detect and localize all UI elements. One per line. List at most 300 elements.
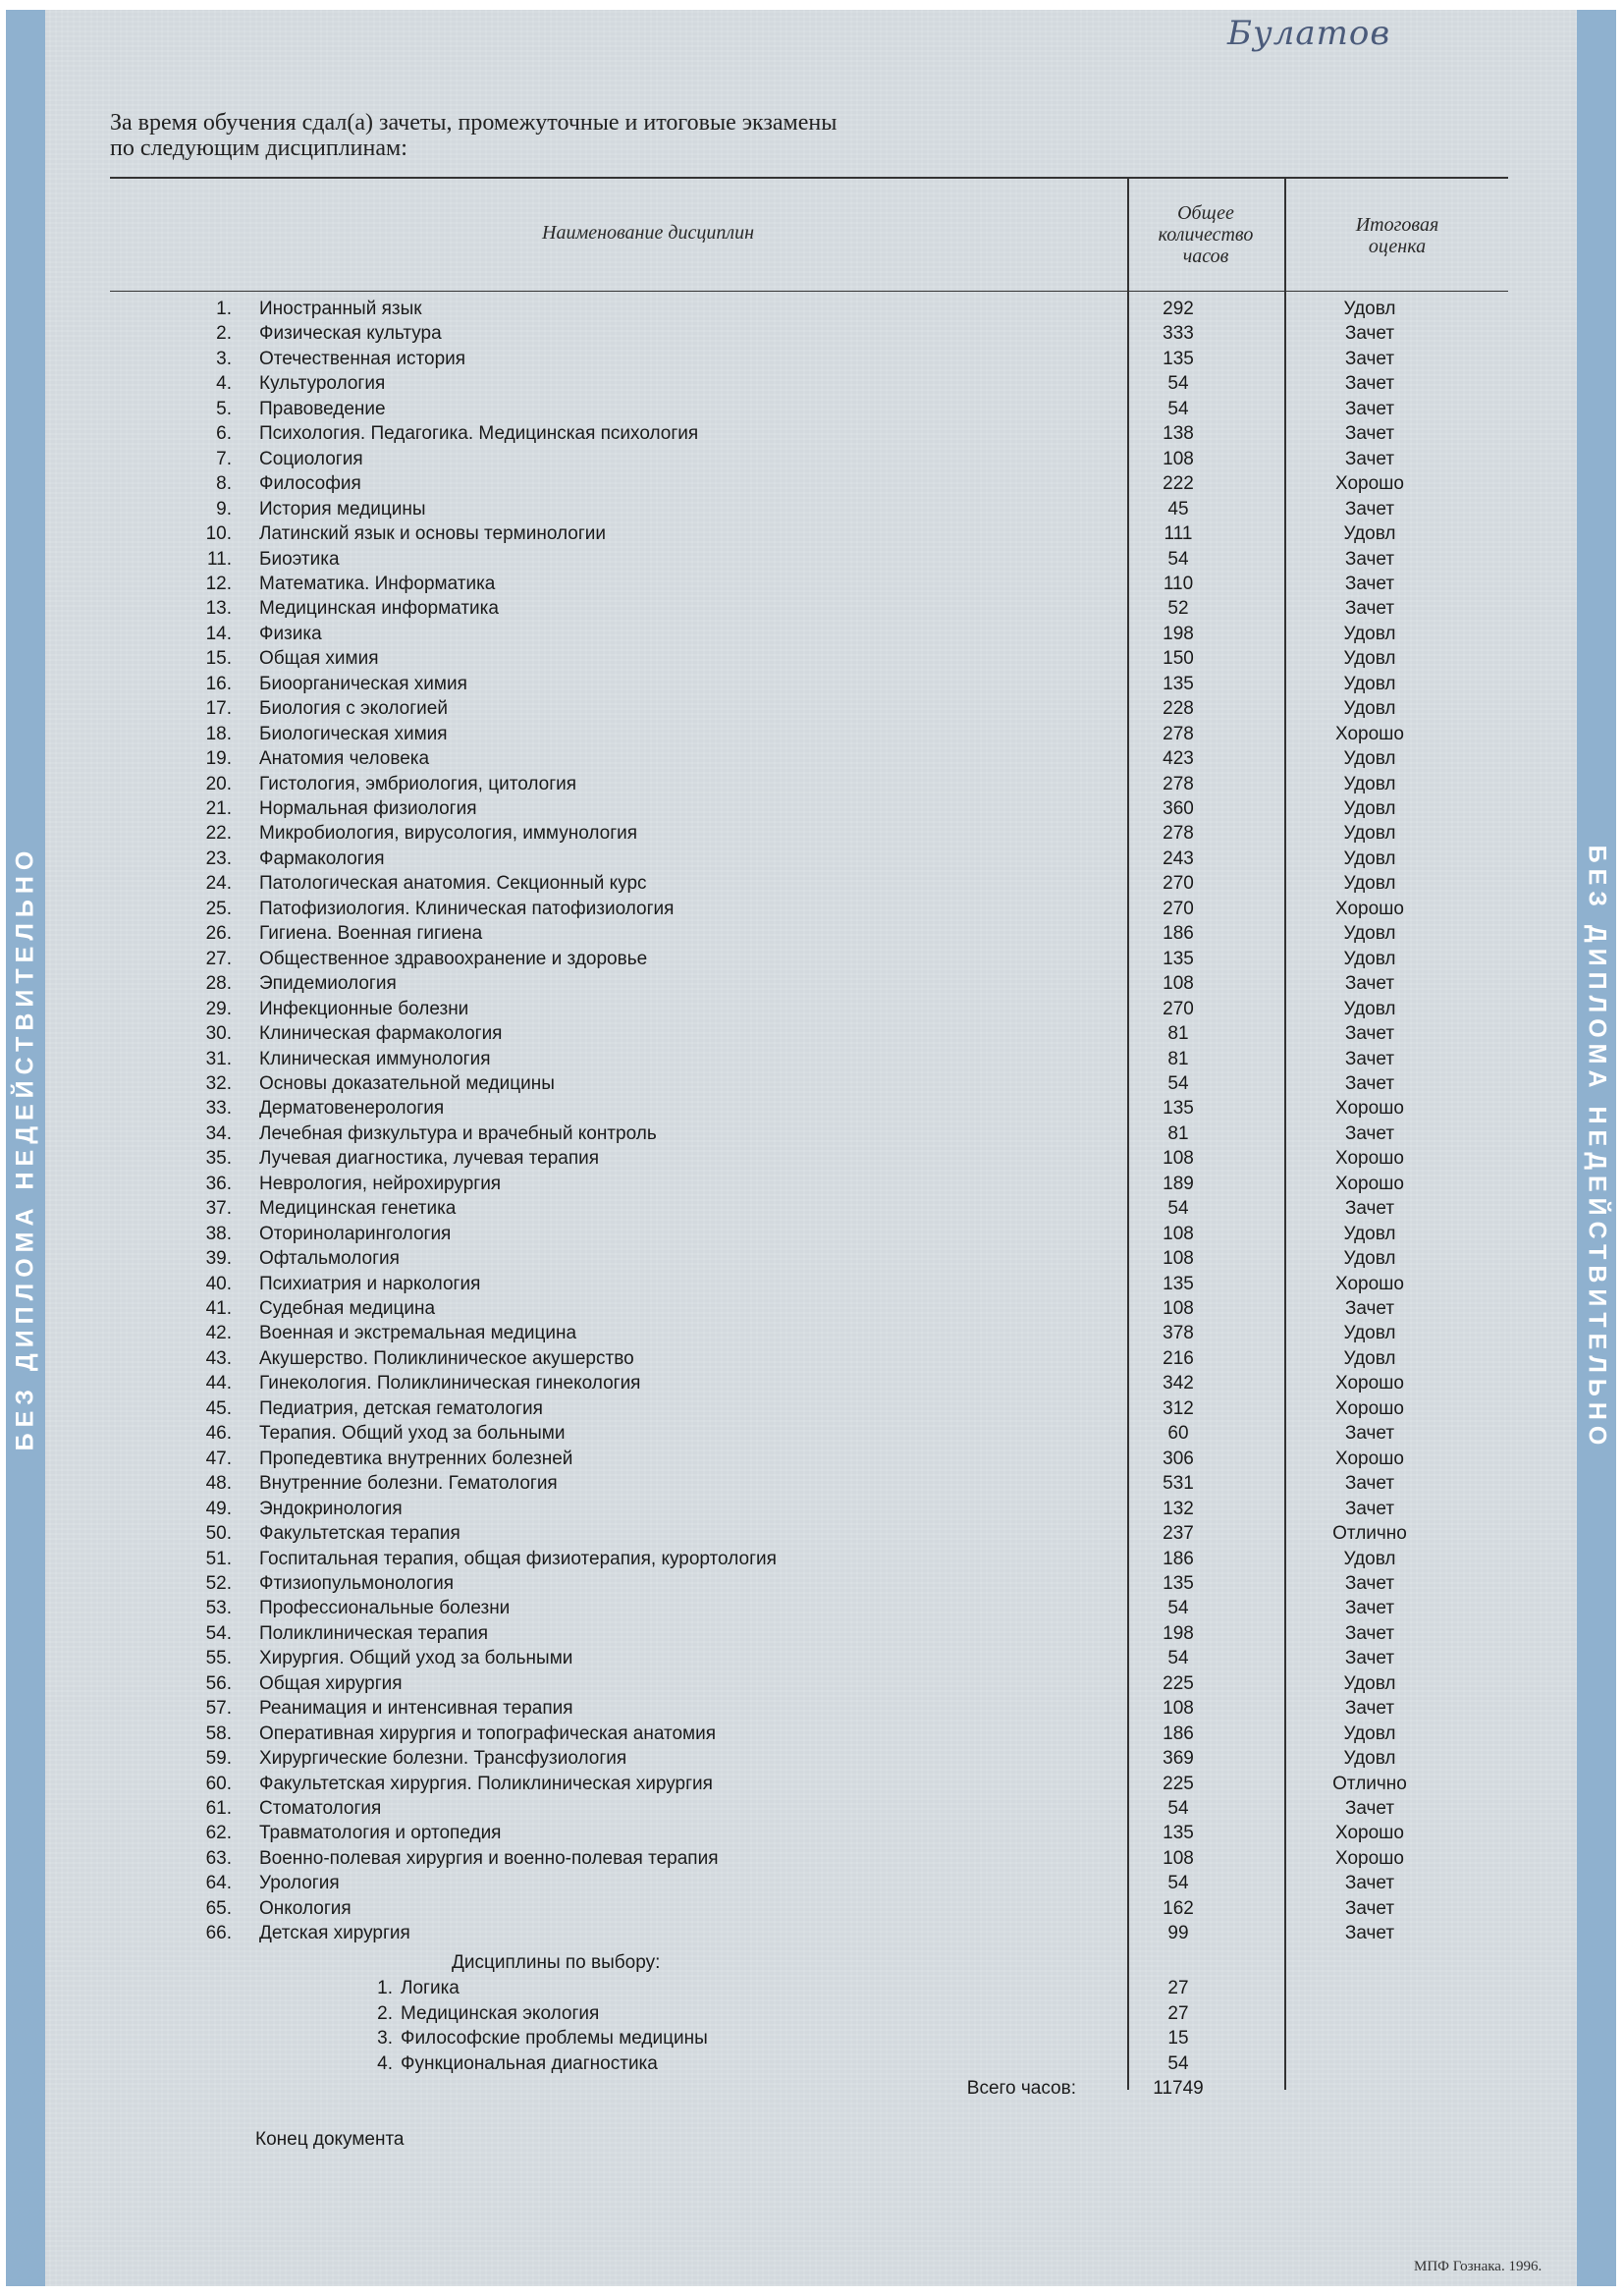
row-number: 19. — [205, 748, 232, 770]
discipline-name: Инфекционные болезни — [259, 998, 469, 1019]
row-number: 9. — [216, 498, 232, 519]
discipline-hours: 198 — [1163, 1622, 1194, 1644]
discipline-name: Иностранный язык — [259, 299, 422, 319]
row-number: 49. — [205, 1498, 232, 1519]
table-row — [0, 1921, 1624, 1946]
discipline-grade: Удовл — [1343, 523, 1396, 545]
row-number: 12. — [205, 573, 232, 594]
discipline-name: Отечественная история — [259, 348, 466, 369]
discipline-name: Судебная медицина — [259, 1298, 436, 1319]
discipline-hours: 135 — [1163, 1823, 1194, 1844]
discipline-name: Факультетская хирургия. Поликлиническая хирургия — [259, 1773, 713, 1794]
elective-hours: 15 — [1167, 2028, 1189, 2049]
discipline-grade: Отлично — [1332, 1523, 1407, 1545]
discipline-name: Акушерство. Поликлиническое акушерство — [259, 1347, 634, 1369]
discipline-grade: Удовл — [1343, 823, 1396, 845]
discipline-name: Правоведение — [259, 398, 386, 419]
discipline-name: Хирургические болезни. Трансфузиология — [259, 1748, 627, 1770]
column-header-grade — [1286, 214, 1508, 257]
row-number: 27. — [205, 948, 232, 969]
discipline-name: Пропедевтика внутренних болезней — [259, 1448, 573, 1469]
discipline-name: Профессиональные болезни — [259, 1598, 511, 1619]
discipline-grade: Зачет — [1344, 1648, 1395, 1669]
table-row — [0, 1246, 1624, 1272]
discipline-grade: Удовл — [1343, 1672, 1396, 1694]
discipline-name: Медицинская генетика — [259, 1198, 457, 1220]
elective-hours: 27 — [1167, 1978, 1189, 1998]
discipline-hours: 333 — [1163, 323, 1194, 345]
row-number: 47. — [205, 1448, 232, 1469]
discipline-grade: Хорошо — [1335, 898, 1404, 919]
discipline-grade: Зачет — [1344, 1023, 1395, 1045]
discipline-hours: 81 — [1167, 1048, 1189, 1069]
discipline-name: Клиническая фармакология — [259, 1023, 503, 1045]
discipline-name: Математика. Информатика — [259, 573, 496, 594]
discipline-hours: 186 — [1163, 1548, 1194, 1569]
row-number: 34. — [205, 1122, 232, 1144]
discipline-grade: Зачет — [1344, 1897, 1395, 1919]
discipline-name: Терапия. Общий уход за больными — [259, 1423, 566, 1445]
discipline-hours: 54 — [1167, 548, 1189, 570]
row-number: 22. — [205, 823, 232, 845]
discipline-hours: 198 — [1163, 623, 1194, 644]
row-number: 44. — [205, 1373, 232, 1394]
table-row — [0, 772, 1624, 797]
discipline-grade: Удовл — [1343, 923, 1396, 945]
row-number: 57. — [205, 1698, 232, 1720]
discipline-name: Госпитальная терапия, общая физиотерапия, курортология — [259, 1548, 777, 1569]
discipline-name: Внутренние болезни. Гематология — [259, 1473, 558, 1495]
discipline-grade: Удовл — [1343, 299, 1396, 319]
discipline-hours: 135 — [1163, 1098, 1194, 1120]
discipline-grade: Удовл — [1343, 773, 1396, 794]
discipline-hours: 186 — [1163, 1722, 1194, 1744]
row-number: 61. — [205, 1798, 232, 1819]
discipline-hours: 378 — [1163, 1323, 1194, 1344]
discipline-name: Гигиена. Военная гигиена — [259, 923, 483, 945]
elective-name: Философские проблемы медицины — [401, 2028, 708, 2049]
discipline-grade: Удовл — [1343, 1722, 1396, 1744]
discipline-grade: Хорошо — [1335, 1173, 1404, 1194]
discipline-name: Хирургия. Общий уход за больными — [259, 1648, 573, 1669]
row-number: 29. — [205, 998, 232, 1019]
discipline-name: Педиатрия, детская гематология — [259, 1397, 543, 1419]
table-row — [0, 871, 1624, 897]
end-of-document: Конец документа — [255, 2129, 405, 2150]
table-row — [0, 921, 1624, 947]
discipline-hours: 108 — [1163, 973, 1194, 995]
discipline-name: Философия — [259, 473, 361, 495]
table-row — [0, 471, 1624, 497]
discipline-hours: 186 — [1163, 923, 1194, 945]
row-number: 32. — [205, 1072, 232, 1094]
elective-row — [0, 2001, 1624, 2027]
discipline-grade: Зачет — [1344, 973, 1395, 995]
discipline-hours: 135 — [1163, 673, 1194, 694]
discipline-name: Лечебная физкультура и врачебный контроль — [259, 1122, 657, 1144]
discipline-name: Фтизиопульмонология — [259, 1572, 454, 1594]
table-row — [0, 1471, 1624, 1497]
total-hours-label: Всего часов: — [966, 2078, 1076, 2099]
discipline-name: Онкология — [259, 1897, 352, 1919]
elective-row — [0, 1976, 1624, 2001]
row-number: 33. — [205, 1098, 232, 1120]
row-number: 24. — [205, 873, 232, 895]
discipline-name: Основы доказательной медицины — [259, 1072, 555, 1094]
discipline-grade: Удовл — [1343, 873, 1396, 895]
discipline-name: Психология. Педагогика. Медицинская психология — [259, 423, 699, 445]
discipline-hours: 278 — [1163, 723, 1194, 744]
table-row — [0, 1746, 1624, 1772]
discipline-hours: 60 — [1167, 1423, 1189, 1445]
elective-name: Медицинская экология — [401, 2002, 600, 2024]
discipline-name: Детская хирургия — [259, 1923, 410, 1944]
discipline-grade: Удовл — [1343, 648, 1396, 670]
discipline-grade: Удовл — [1343, 623, 1396, 644]
row-number: 56. — [205, 1672, 232, 1694]
row-number: 14. — [205, 623, 232, 644]
column-header-hours-line-1: Общее — [1177, 202, 1234, 224]
table-row — [0, 572, 1624, 597]
table-row — [0, 796, 1624, 822]
discipline-hours: 237 — [1163, 1523, 1194, 1545]
table-row — [0, 1047, 1624, 1072]
discipline-hours: 45 — [1167, 498, 1189, 519]
table-row — [0, 1146, 1624, 1172]
discipline-grade: Удовл — [1343, 673, 1396, 694]
discipline-hours: 225 — [1163, 1672, 1194, 1694]
discipline-hours: 54 — [1167, 1873, 1189, 1894]
row-number: 26. — [205, 923, 232, 945]
discipline-name: Гистология, эмбриология, цитология — [259, 773, 577, 794]
elective-row — [0, 2026, 1624, 2051]
discipline-hours: 138 — [1163, 423, 1194, 445]
table-top-rule — [110, 177, 1508, 179]
right-band-text: БЕЗ ДИПЛОМА НЕДЕЙСТВИТЕЛЬНО — [1583, 845, 1611, 1451]
discipline-hours: 99 — [1167, 1923, 1189, 1944]
row-number: 48. — [205, 1473, 232, 1495]
discipline-name: Биоэтика — [259, 548, 340, 570]
row-number: 5. — [216, 398, 232, 419]
discipline-grade: Удовл — [1343, 1323, 1396, 1344]
row-number: 55. — [205, 1648, 232, 1669]
row-number: 16. — [205, 673, 232, 694]
row-number: 18. — [205, 723, 232, 744]
table-row — [0, 297, 1624, 322]
column-header-grade-line-1: Итоговая — [1355, 214, 1439, 236]
discipline-grade: Хорошо — [1335, 1847, 1404, 1869]
discipline-grade: Хорошо — [1335, 1448, 1404, 1469]
table-row — [0, 397, 1624, 422]
discipline-grade: Удовл — [1343, 847, 1396, 869]
discipline-grade: Отлично — [1332, 1773, 1407, 1794]
table-row — [0, 371, 1624, 397]
table-row — [0, 596, 1624, 622]
row-number: 11. — [206, 548, 232, 570]
discipline-name: Общественное здравоохранение и здоровье — [259, 948, 648, 969]
discipline-grade: Хорошо — [1335, 473, 1404, 495]
discipline-name: Биология с экологией — [259, 698, 448, 720]
discipline-grade: Удовл — [1343, 798, 1396, 819]
discipline-name: Социология — [259, 448, 363, 469]
row-number: 51. — [205, 1548, 232, 1569]
discipline-hours: 108 — [1163, 1298, 1194, 1319]
row-number: 30. — [205, 1023, 232, 1045]
discipline-grade: Зачет — [1344, 373, 1395, 395]
discipline-name: Патофизиология. Клиническая патофизиология — [259, 898, 675, 919]
discipline-hours: 270 — [1163, 873, 1194, 895]
table-row — [0, 1396, 1624, 1422]
discipline-hours: 225 — [1163, 1773, 1194, 1794]
row-number: 37. — [205, 1198, 232, 1220]
elective-number: 1. — [377, 1978, 393, 1998]
discipline-grade: Зачет — [1344, 1873, 1395, 1894]
discipline-grade: Зачет — [1344, 498, 1395, 519]
discipline-name: История медицины — [259, 498, 426, 519]
elective-number: 3. — [377, 2028, 393, 2049]
discipline-hours: 270 — [1163, 998, 1194, 1019]
table-row — [0, 1521, 1624, 1547]
table-row — [0, 547, 1624, 573]
row-number: 65. — [205, 1897, 232, 1919]
row-number: 1. — [216, 299, 232, 319]
discipline-hours: 54 — [1167, 1598, 1189, 1619]
table-row — [0, 947, 1624, 972]
discipline-hours: 54 — [1167, 1198, 1189, 1220]
discipline-grade: Удовл — [1343, 698, 1396, 720]
discipline-name: Военная и экстремальная медицина — [259, 1323, 577, 1344]
table-row — [0, 421, 1624, 447]
column-header-hours — [1129, 202, 1282, 267]
row-number: 62. — [205, 1823, 232, 1844]
discipline-grade: Зачет — [1344, 1473, 1395, 1495]
table-row — [0, 1896, 1624, 1922]
row-number: 40. — [205, 1273, 232, 1294]
discipline-grade: Хорошо — [1335, 1148, 1404, 1170]
discipline-grade: Удовл — [1343, 1223, 1396, 1244]
table-row — [0, 1671, 1624, 1697]
row-number: 13. — [205, 598, 232, 620]
heading-line-1: За время обучения сдал(а) зачеты, промежуточные и итоговые экзамены — [110, 110, 838, 136]
discipline-hours: 278 — [1163, 773, 1194, 794]
discipline-name: Общая хирургия — [259, 1672, 403, 1694]
row-number: 6. — [216, 423, 232, 445]
discipline-grade: Зачет — [1344, 1298, 1395, 1319]
discipline-hours: 135 — [1163, 348, 1194, 369]
table-row — [0, 971, 1624, 997]
discipline-grade: Зачет — [1344, 1798, 1395, 1819]
table-row — [0, 722, 1624, 747]
left-band-text: БЕЗ ДИПЛОМА НЕДЕЙСТВИТЕЛЬНО — [11, 845, 39, 1451]
discipline-grade: Зачет — [1344, 598, 1395, 620]
table-row — [0, 321, 1624, 347]
table-row — [0, 646, 1624, 672]
discipline-name: Латинский язык и основы терминологии — [259, 523, 607, 545]
row-number: 45. — [205, 1397, 232, 1419]
row-number: 10. — [205, 523, 232, 545]
discipline-grade: Хорошо — [1335, 723, 1404, 744]
discipline-name: Биоорганическая химия — [259, 673, 467, 694]
row-number: 23. — [205, 847, 232, 869]
discipline-hours: 108 — [1163, 1698, 1194, 1720]
row-number: 3. — [216, 348, 232, 369]
discipline-name: Реанимация и интенсивная терапия — [259, 1698, 573, 1720]
row-number: 54. — [205, 1622, 232, 1644]
table-row — [0, 1272, 1624, 1297]
row-number: 17. — [205, 698, 232, 720]
discipline-name: Эндокринология — [259, 1498, 403, 1519]
table-row — [0, 1021, 1624, 1047]
discipline-hours: 216 — [1163, 1347, 1194, 1369]
column-header-grade-line-2: оценка — [1368, 236, 1427, 257]
table-row — [0, 1796, 1624, 1822]
table-row — [0, 1296, 1624, 1322]
discipline-name: Общая химия — [259, 648, 379, 670]
discipline-grade: Зачет — [1344, 1598, 1395, 1619]
discipline-hours: 150 — [1163, 648, 1194, 670]
discipline-name: Лучевая диагностика, лучевая терапия — [259, 1148, 600, 1170]
discipline-hours: 306 — [1163, 1448, 1194, 1469]
discipline-name: Неврология, нейрохирургия — [259, 1173, 502, 1194]
discipline-grade: Зачет — [1344, 1048, 1395, 1069]
discipline-hours: 108 — [1163, 1223, 1194, 1244]
discipline-grade: Зачет — [1344, 573, 1395, 594]
discipline-grade: Хорошо — [1335, 1373, 1404, 1394]
table-row — [0, 1447, 1624, 1472]
discipline-name: Урология — [259, 1873, 340, 1894]
discipline-grade: Удовл — [1343, 1748, 1396, 1770]
discipline-name: Фармакология — [259, 847, 385, 869]
discipline-grade: Зачет — [1344, 1498, 1395, 1519]
discipline-hours: 162 — [1163, 1897, 1194, 1919]
discipline-name: Офтальмология — [259, 1248, 400, 1270]
discipline-hours: 243 — [1163, 847, 1194, 869]
discipline-hours: 369 — [1163, 1748, 1194, 1770]
row-number: 38. — [205, 1223, 232, 1244]
discipline-name: Физика — [259, 623, 322, 644]
table-row — [0, 1497, 1624, 1522]
discipline-grade: Удовл — [1343, 1548, 1396, 1569]
document-heading — [110, 110, 837, 161]
discipline-hours: 135 — [1163, 1572, 1194, 1594]
elective-row — [0, 2051, 1624, 2077]
discipline-hours: 108 — [1163, 1847, 1194, 1869]
table-row — [0, 1846, 1624, 1872]
row-number: 2. — [216, 323, 232, 345]
discipline-grade: Зачет — [1344, 423, 1395, 445]
table-row — [0, 1371, 1624, 1396]
row-number: 52. — [205, 1572, 232, 1594]
table-row — [0, 1321, 1624, 1346]
table-row — [0, 521, 1624, 547]
row-number: 50. — [205, 1523, 232, 1545]
discipline-grade: Хорошо — [1335, 1098, 1404, 1120]
table-row — [0, 1096, 1624, 1121]
table-row — [0, 1696, 1624, 1722]
table-row — [0, 1571, 1624, 1597]
row-number: 46. — [205, 1423, 232, 1445]
row-number: 7. — [216, 448, 232, 469]
discipline-hours: 108 — [1163, 1148, 1194, 1170]
column-header-hours-line-2: количество — [1158, 224, 1254, 246]
discipline-hours: 52 — [1167, 598, 1189, 620]
discipline-hours: 531 — [1163, 1473, 1194, 1495]
discipline-grade: Зачет — [1344, 1923, 1395, 1944]
discipline-name: Стоматология — [259, 1798, 382, 1819]
row-number: 21. — [205, 798, 232, 819]
discipline-name: Факультетская терапия — [259, 1523, 460, 1545]
discipline-hours: 228 — [1163, 698, 1194, 720]
discipline-hours: 189 — [1163, 1173, 1194, 1194]
discipline-grade: Зачет — [1344, 1198, 1395, 1220]
table-row — [0, 1121, 1624, 1147]
row-number: 59. — [205, 1748, 232, 1770]
discipline-name: Оториноларингология — [259, 1223, 452, 1244]
column-header-name: Наименование дисциплин — [542, 222, 754, 244]
row-number: 53. — [205, 1598, 232, 1619]
discipline-grade: Удовл — [1343, 748, 1396, 770]
discipline-hours: 135 — [1163, 1273, 1194, 1294]
row-number: 31. — [205, 1048, 232, 1069]
discipline-grade: Зачет — [1344, 548, 1395, 570]
discipline-hours: 54 — [1167, 1072, 1189, 1094]
elective-hours: 27 — [1167, 2002, 1189, 2024]
table-row — [0, 672, 1624, 697]
discipline-name: Биологическая химия — [259, 723, 448, 744]
table-row — [0, 1871, 1624, 1896]
discipline-hours: 222 — [1163, 473, 1194, 495]
table-header-rule — [110, 291, 1508, 292]
row-number: 36. — [205, 1173, 232, 1194]
row-number: 39. — [205, 1248, 232, 1270]
discipline-grade: Хорошо — [1335, 1823, 1404, 1844]
discipline-hours: 423 — [1163, 748, 1194, 770]
discipline-grade: Зачет — [1344, 1072, 1395, 1094]
discipline-hours: 108 — [1163, 1248, 1194, 1270]
row-number: 28. — [205, 973, 232, 995]
row-number: 4. — [216, 373, 232, 395]
table-row — [0, 1821, 1624, 1846]
discipline-hours: 54 — [1167, 398, 1189, 419]
discipline-hours: 81 — [1167, 1122, 1189, 1144]
table-row — [0, 347, 1624, 372]
discipline-grade: Зачет — [1344, 1423, 1395, 1445]
elective-hours: 54 — [1167, 2052, 1189, 2074]
table-row — [0, 1547, 1624, 1572]
discipline-name: Психиатрия и наркология — [259, 1273, 481, 1294]
elective-name: Функциональная диагностика — [401, 2052, 658, 2074]
table-row — [0, 1222, 1624, 1247]
discipline-grade: Зачет — [1344, 323, 1395, 345]
row-number: 63. — [205, 1847, 232, 1869]
row-number: 35. — [205, 1148, 232, 1170]
table-row — [0, 897, 1624, 922]
discipline-hours: 81 — [1167, 1023, 1189, 1045]
discipline-name: Культурология — [259, 373, 386, 395]
table-row — [0, 1621, 1624, 1647]
elective-number: 4. — [377, 2052, 393, 2074]
table-row — [0, 821, 1624, 847]
row-number: 25. — [205, 898, 232, 919]
discipline-hours: 132 — [1163, 1498, 1194, 1519]
discipline-name: Военно-полевая хирургия и военно-полевая терапия — [259, 1847, 719, 1869]
total-hours-value: 11749 — [1153, 2078, 1204, 2099]
discipline-grade: Зачет — [1344, 1122, 1395, 1144]
column-header-hours-line-3: часов — [1182, 246, 1229, 267]
elective-number: 2. — [377, 2002, 393, 2024]
table-row — [0, 622, 1624, 647]
table-row — [0, 1421, 1624, 1447]
